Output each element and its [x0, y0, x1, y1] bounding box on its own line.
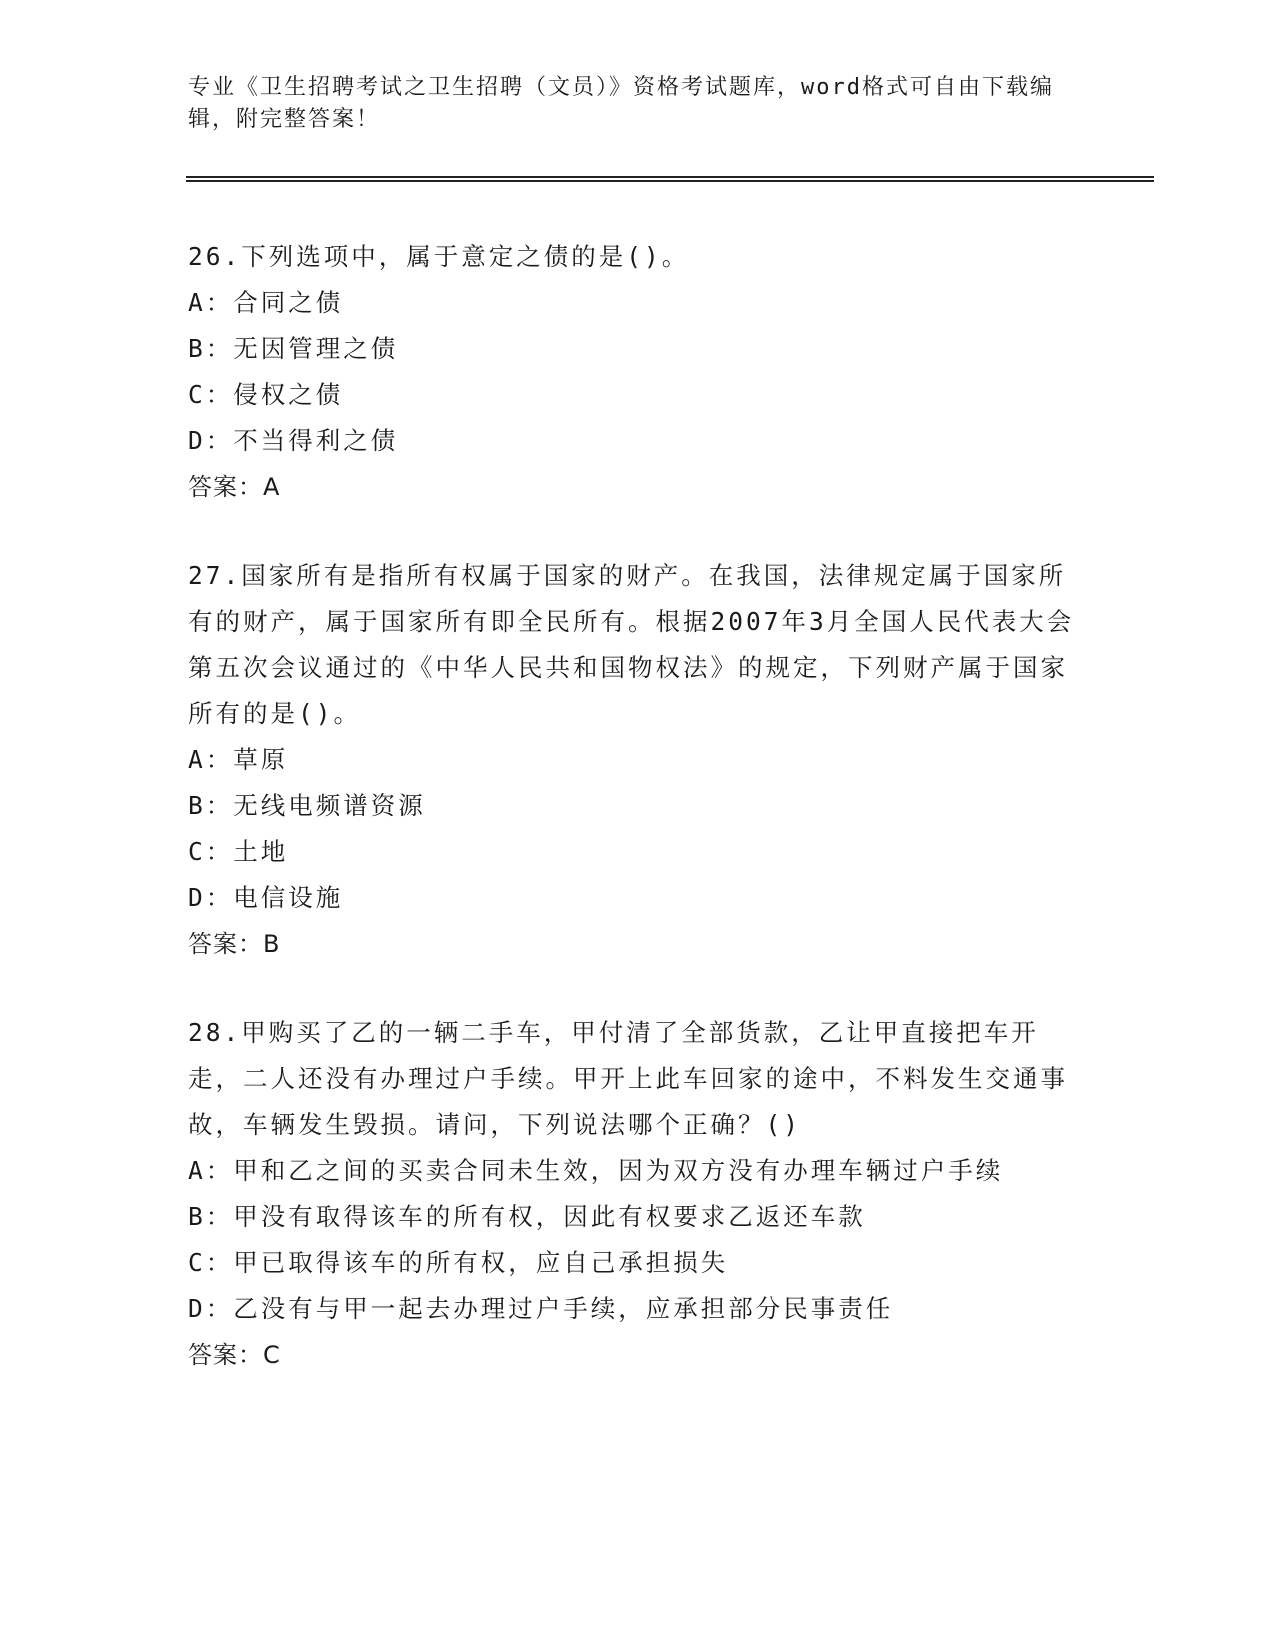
question-stem: 28.甲购买了乙的一辆二手车，甲付清了全部货款，乙让甲直接把车开走，二人还没有办理过户手续。甲开上此车回家的途中，不料发生交通事故，车辆发生毁损。请问，下列说法哪个正确？() [188, 1018, 1068, 1139]
option-b: B：无因管理之债 [188, 334, 399, 363]
question-26 [188, 234, 1088, 510]
option-a: A：合同之债 [188, 288, 344, 317]
option-d: D：乙没有与甲一起去办理过户手续，应承担部分民事责任 [188, 1294, 894, 1323]
question-27 [188, 553, 1088, 967]
option-b: B：甲没有取得该车的所有权，因此有权要求乙返还车款 [188, 1202, 866, 1231]
option-c: C：甲已取得该车的所有权，应自己承担损失 [188, 1248, 729, 1277]
option-c: C：侵权之债 [188, 380, 344, 409]
question-28 [188, 1010, 1088, 1378]
question-stem: 26.下列选项中，属于意定之债的是()。 [188, 242, 690, 271]
option-a: A：甲和乙之间的买卖合同未生效，因为双方没有办理车辆过户手续 [188, 1156, 1004, 1185]
answer: 答案：C [188, 1341, 281, 1369]
option-c: C：土地 [188, 837, 289, 866]
option-b: B：无线电频谱资源 [188, 791, 426, 820]
question-stem: 27.国家所有是指所有权属于国家的财产。在我国，法律规定属于国家所有的财产，属于国家所有即全民所有。根据2007年3月全国人民代表大会第五次会议通过的《中华人民共和国物权法》的规定，下列财产属于国家所有的是()。 [188, 561, 1075, 728]
answer: 答案：A [188, 473, 281, 501]
option-d: D：不当得利之债 [188, 426, 399, 455]
header-divider [186, 176, 1154, 182]
option-d: D：电信设施 [188, 883, 344, 912]
option-a: A：草原 [188, 745, 289, 774]
document-header: 专业《卫生招聘考试之卫生招聘（文员）》资格考试题库，word格式可自由下载编辑，附完整答案！ [188, 75, 1054, 132]
answer: 答案：B [188, 930, 281, 958]
